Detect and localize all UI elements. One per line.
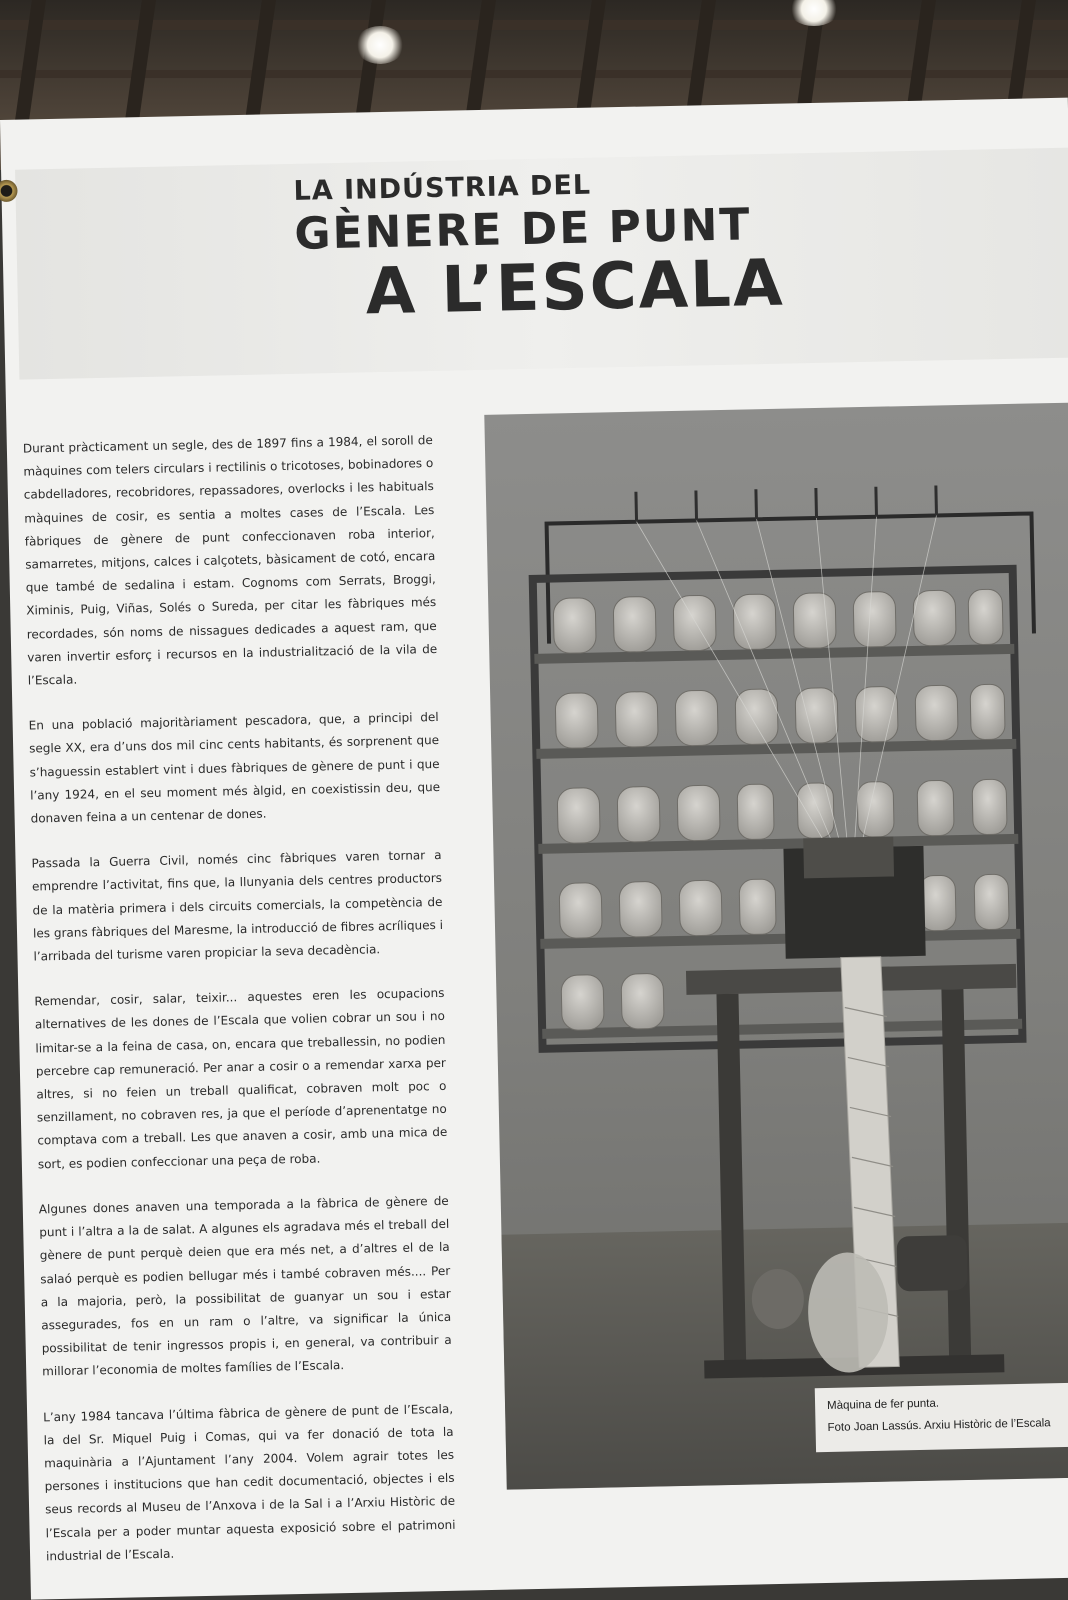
ceiling-lamp — [355, 26, 405, 64]
paragraph: En una població majoritàriament pescadora, que, a principi del segle XX, era d’uns dos mil cinc cents habitants, és sorprenent que s’haguessin establert vint i dues fàbriques de gènere de punt i que l’any 1924, en el seu moment més àlgid, en coexistissin deu, que donaven feina a un centenar de dones. — [28, 710, 441, 826]
body-text — [23, 429, 457, 1590]
caption-line-2: Foto Joan Lassús. Arxiu Històric de l’Escala — [827, 1417, 1051, 1434]
title-line-1: LA INDÚSTRIA DEL — [293, 169, 592, 207]
paragraph: L’any 1984 tancava l’última fàbrica de gènere de punt de l’Escala, la del Sr. Miquel Puig i Comas, qui va fer donació de tota la maquinària a l’Ajuntament l’any 2004. Volem agrair totes les persones i institucions que han cedit documentació, objectes i els seus records al Museu de l’Anxova i de la Sal i a l’Arxiu Històric de l’Escala per a poder muntar aquesta exposició sobre el patrimoni industrial de l’Escala. — [43, 1401, 456, 1564]
caption-line-1: Màquina de fer punta. — [826, 1397, 940, 1412]
ceiling-crossbeam — [0, 70, 1068, 78]
historic-photo — [484, 403, 1068, 1490]
paragraph: Passada la Guerra Civil, només cinc fàbriques varen tornar a emprendre l’activitat, fins que, la llunyania dels centres productors de la matèria primera i dels circuits comercials, la competència de les grans fàbriques del Maresme, la introducció de fibres acríliques i l’arribada del turisme varen propiciar la seva decadència. — [31, 848, 444, 964]
photo-caption — [815, 1382, 1068, 1452]
paragraph: Remendar, cosir, salar, teixir... aquestes eren les ocupacions alternatives de les dones de l’Escala que volien cobrar un sou i no limitar-se a la feina de casa, on, encara que treballessin, no podien percebre cap remuneració. Per anar a cosir o a remendar xarxa per altres, si no feien un treball qualificat, cobraven molt poc o senzillament, no cobraven res, ja que el període d’aprenentatge no comptava com a treball. Les que anaven a cosir, amb una mica de sort, es podien confeccionar una peça de roba. — [34, 986, 448, 1172]
knitting-machine-illustration — [484, 403, 1068, 1490]
title-line-3: A L’ESCALA — [364, 246, 786, 330]
ceiling-crossbeam — [0, 20, 1068, 30]
exhibition-panel — [0, 98, 1068, 1600]
title-line-2: GÈNERE DE PUNT — [293, 199, 752, 260]
paragraph: Algunes dones anaven una temporada a la fàbrica de gènere de punt i l’altra a la de salat. A algunes els agradava més el treball del gènere de punt perquè deien que era més net, a d’altres el de la salaó perquè es podien bellugar més i també cobraven més.... Per a la majoria, però, la possibilitat de guanyar un sou i estar assegurades, fos en un ram o l’altre, va significar la única possibilitat de tenir ingressos propis i, en general, va contribuir a millorar l’economia de moltes famílies de l’Escala. — [38, 1193, 452, 1379]
paragraph: Durant pràcticament un segle, des de 1897 fins a 1984, el soroll de màquines com telers circulars i rectilinis o tricotoses, bobinadores o cabdelladores, recobridores, repassadores, overlocks i les habituals màquines de cosir, es sentia a moltes cases de l’Escala. Les fàbriques de gènere de punt confeccionaven roba interior, samarretes, mitjons, calces i calçotets, bàsicament de cotó, encara que també de sedalina i estam. Cognoms com Serrats, Broggi, Ximinis, Puig, Viñas, Solés o Sureda, per citar les fàbriques més recordades, són noms de nissagues dedicades a aquest ram, que varen invertir esforç i recursos en la industrialització de la vila de l’Escala. — [22, 433, 438, 688]
